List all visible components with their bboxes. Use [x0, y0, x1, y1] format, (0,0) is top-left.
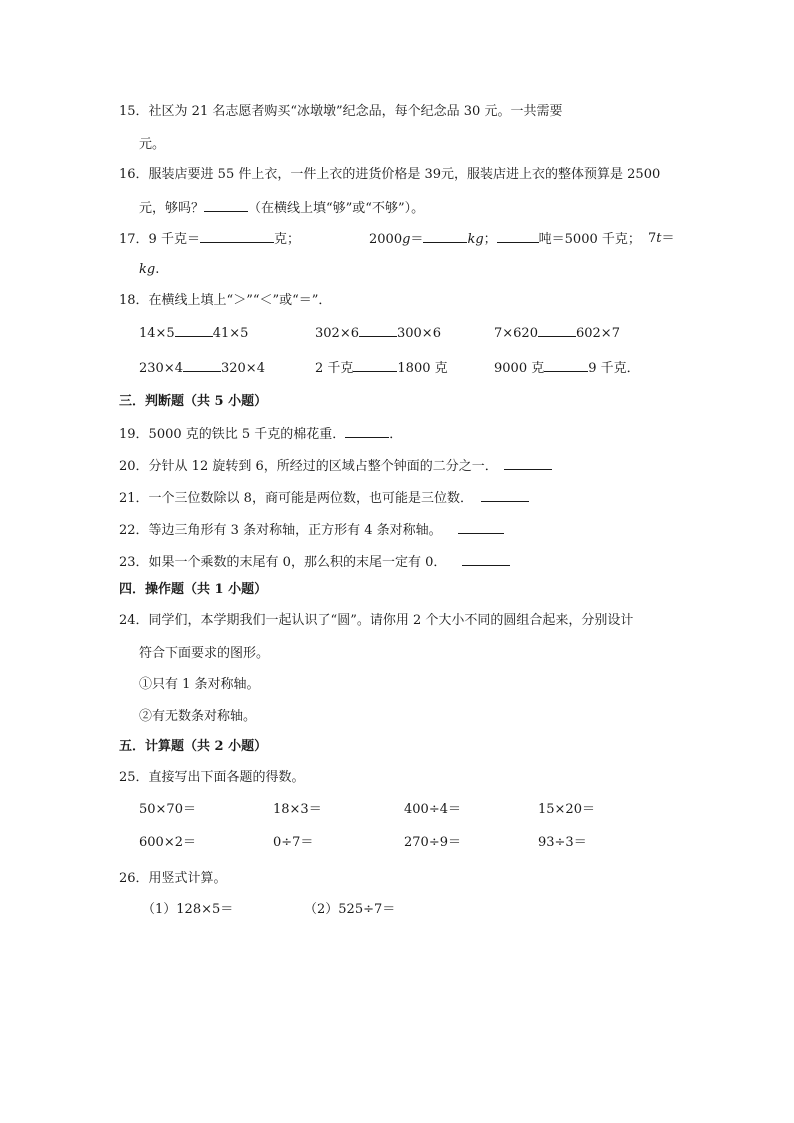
- question-17-num-b: 2000: [369, 232, 403, 247]
- calc-item: 50×70＝: [139, 802, 196, 817]
- question-15-line2: 元。: [139, 137, 166, 152]
- vertical-calc-2: （2）525÷7＝: [304, 902, 396, 917]
- question-17-text-c: 吨＝5000 千克；: [538, 232, 641, 247]
- compare-right: 1800 克: [397, 361, 448, 376]
- question-17-part1: [119, 230, 300, 249]
- question-23: [119, 553, 510, 572]
- question-24-line2: 符合下面要求的图形。: [139, 646, 270, 661]
- compare-right: 300×6: [396, 326, 441, 341]
- calc-item: 400÷4＝: [404, 802, 461, 817]
- question-18-title: 18．在横线上填上“＞”“＜”或“＝”．: [119, 293, 332, 308]
- calc-item: 15×20＝: [538, 802, 595, 817]
- answer-blank-17b[interactable]: [423, 230, 467, 243]
- compare-right: 320×4: [220, 361, 265, 376]
- question-16-hint: （在横线上填“够”或“不够”）。: [248, 201, 425, 216]
- answer-blank-18-2[interactable]: [359, 324, 397, 337]
- question-20: [119, 457, 552, 476]
- calc-item: 270÷9＝: [404, 835, 461, 850]
- compare-item: [494, 359, 640, 378]
- answer-blank-18-3[interactable]: [538, 324, 576, 337]
- question-17-part2: [369, 230, 641, 249]
- question-17-eq-d: ＝: [661, 231, 675, 246]
- compare-item: [139, 324, 248, 343]
- calc-item: 93÷3＝: [538, 835, 587, 850]
- vertical-calc-1: （1）128×5＝: [142, 902, 234, 917]
- question-20-text: 20．分针从 12 旋转到 6，所经过的区域占整个钟面的二分之一．: [119, 459, 498, 474]
- question-16-text: 元，够吗？: [139, 201, 205, 216]
- answer-blank-18-5[interactable]: [353, 359, 397, 372]
- compare-item: [494, 324, 620, 343]
- answer-blank-17a[interactable]: [200, 230, 274, 243]
- question-25-title: 25．直接写出下面各题的得数。: [119, 770, 305, 785]
- compare-left: 2 千克: [315, 361, 354, 376]
- calc-item: 600×2＝: [139, 835, 196, 850]
- section-3-heading: 三．判断题（共 5 小题）: [119, 394, 268, 409]
- question-24-line1: 24．同学们，本学期我们一起认识了“圆”。请你用 2 个大小不同的圆组合起来，分别设计: [119, 613, 634, 628]
- question-17-end: .: [155, 262, 160, 277]
- compare-left: 302×6: [315, 326, 359, 341]
- compare-right: 9 千克．: [588, 361, 640, 376]
- question-21: [119, 489, 529, 508]
- compare-left: 14×5: [139, 326, 175, 341]
- compare-left: 7×620: [494, 326, 538, 341]
- question-23-text: 23．如果一个乘数的末尾有 0，那么积的末尾一定有 0．: [119, 555, 447, 570]
- question-17-unit-kg-2: kg: [139, 262, 156, 277]
- question-22: [119, 521, 504, 540]
- answer-blank-16[interactable]: [204, 199, 248, 212]
- answer-blank-23[interactable]: [462, 553, 510, 566]
- answer-blank-18-6[interactable]: [544, 359, 588, 372]
- answer-blank-21[interactable]: [481, 489, 529, 502]
- question-17-line2: [139, 261, 159, 279]
- compare-left: 230×4: [139, 361, 183, 376]
- question-17-part3: [648, 230, 675, 248]
- compare-right: 41×5: [212, 326, 249, 341]
- question-19-text: 19．5000 克的铁比 5 千克的棉花重．: [119, 427, 346, 442]
- question-22-text: 22．等边三角形有 3 条对称轴，正方形有 4 条对称轴。: [119, 523, 442, 538]
- question-17-unit-kg: kg: [467, 232, 484, 247]
- question-17-num-d: 7: [648, 231, 657, 246]
- answer-blank-18-1[interactable]: [175, 324, 213, 337]
- answer-blank-19[interactable]: [345, 425, 389, 438]
- question-17-unit-t: t: [656, 231, 662, 246]
- compare-left: 9000 克: [494, 361, 545, 376]
- answer-blank-18-4[interactable]: [183, 359, 221, 372]
- question-17-eq-b: ＝: [410, 232, 424, 247]
- question-19: [119, 425, 402, 444]
- question-17-sep: ；: [483, 232, 497, 247]
- compare-item: [315, 359, 448, 378]
- question-15-line1: 15．社区为 21 名志愿者购买“冰墩墩”纪念品，每个纪念品 30 元。一共需要: [119, 104, 563, 119]
- question-17-unit-a: 克；: [273, 232, 300, 247]
- question-24-item2: ②有无数条对称轴。: [139, 709, 257, 724]
- question-17-unit-g: g: [402, 232, 411, 247]
- section-5-heading: 五．计算题（共 2 小题）: [119, 739, 268, 754]
- compare-item: [139, 359, 265, 378]
- question-19-end: ．: [389, 427, 403, 442]
- answer-blank-22[interactable]: [458, 521, 504, 534]
- answer-blank-20[interactable]: [504, 457, 552, 470]
- question-21-text: 21．一个三位数除以 8，商可能是两位数，也可能是三位数．: [119, 491, 473, 506]
- compare-right: 602×7: [575, 326, 620, 341]
- question-24-item1: ①只有 1 条对称轴。: [139, 677, 260, 692]
- question-16-line2: [139, 199, 424, 218]
- question-17-text-a: 17．9 千克＝: [119, 232, 200, 247]
- question-16-line1: 16．服装店要进 55 件上衣，一件上衣的进货价格是 39元，服装店进上衣的整体预算是 2500: [119, 167, 661, 182]
- answer-blank-17c[interactable]: [497, 230, 539, 243]
- section-4-heading: 四．操作题（共 1 小题）: [119, 582, 268, 597]
- question-26-title: 26．用竖式计算。: [119, 871, 227, 886]
- compare-item: [315, 324, 441, 343]
- calc-item: 18×3＝: [273, 802, 322, 817]
- calc-item: 0÷7＝: [273, 835, 314, 850]
